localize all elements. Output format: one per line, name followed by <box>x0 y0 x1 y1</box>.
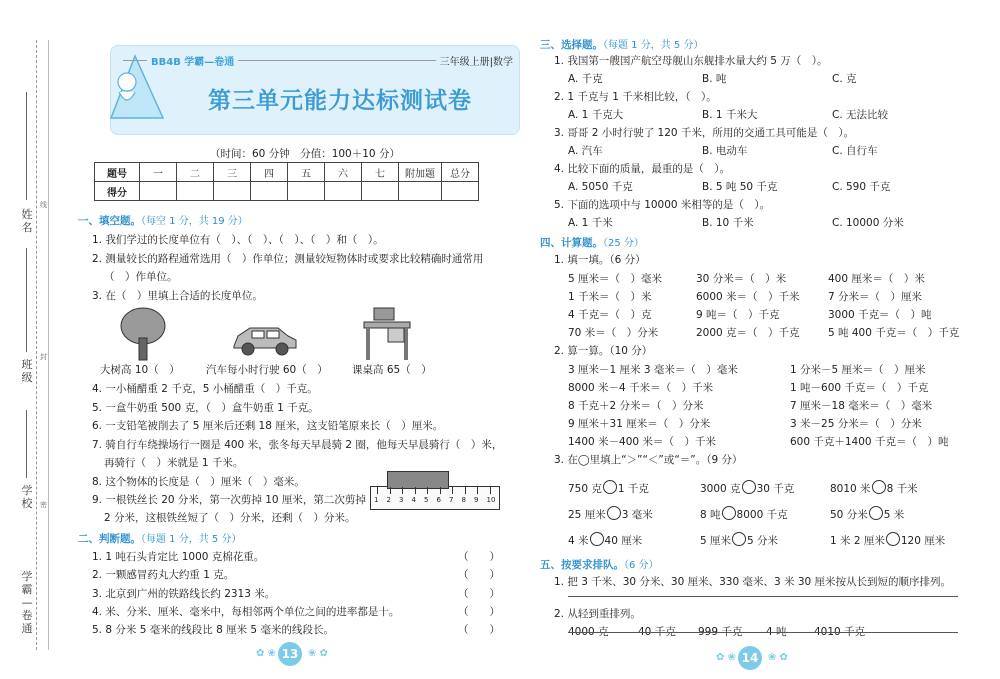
section2-points: （每题 1 分，共 5 分） <box>141 534 242 545</box>
cut-mark-seal: 封 <box>40 353 47 361</box>
section2-title: 二、判断题。 <box>78 533 141 545</box>
score-row-label: 得分 <box>95 182 140 201</box>
section1-title: 一、填空题。 <box>78 215 141 227</box>
s3-option[interactable]: C. 590 千克 <box>832 181 891 193</box>
section3-title: 三、选择题。 <box>540 39 603 51</box>
ruler-tick <box>415 487 416 494</box>
section3-heading <box>540 36 703 52</box>
ruler-tick <box>490 487 491 494</box>
score-header-cell: 总分 <box>442 163 479 182</box>
s1-q7b: 再骑行（ ）米就是 1 千米。 <box>104 457 244 469</box>
s4-part3-title: 3. 在◯里填上“＞”“＜”或“＝”。（9 分） <box>554 454 743 466</box>
compare-item <box>568 480 649 496</box>
score-cell[interactable] <box>399 182 442 201</box>
compare-item <box>568 532 642 548</box>
score-header-cell: 四 <box>251 163 288 182</box>
section5-heading <box>540 556 659 572</box>
s4-p2-cell: 600 千克＋1400 千克＝（ ）吨 <box>790 436 949 448</box>
tree-icon <box>118 306 168 362</box>
flower-deco-icon: ✿ ❀ <box>716 652 736 663</box>
score-table-score-row <box>95 182 479 201</box>
ruler-tick-label: 6 <box>436 496 441 504</box>
ruler-tick-label: 4 <box>411 496 416 504</box>
s2-item: 4. 米、分米、厘米、毫米中，每相邻两个单位之间的进率都是十。 <box>92 606 400 618</box>
s5-weight-item: 4010 千克 <box>814 626 866 638</box>
compare-circle[interactable] <box>603 480 617 494</box>
desk-icon <box>360 306 414 362</box>
score-header-cell: 七 <box>362 163 399 182</box>
flower-deco-icon: ❀ ✿ <box>768 652 788 663</box>
class-field-line <box>26 248 27 352</box>
header-banner <box>110 45 520 135</box>
section5-title: 五、按要求排队。 <box>540 559 624 571</box>
score-header-cell: 五 <box>288 163 325 182</box>
section1-heading <box>78 212 248 228</box>
s4-p2-cell: 1 分米－5 厘米＝（ ）厘米 <box>790 364 926 376</box>
s4-p1-cell: 1 千米＝（ ）米 <box>568 291 652 303</box>
s5-weight-item: 999 千克 <box>698 626 743 638</box>
s2-item: 5. 8 分米 5 毫米的线段比 8 厘米 5 毫米的线段长。 <box>92 624 334 636</box>
ruler-tick-label: 8 <box>461 496 466 504</box>
page-number-right: 14 <box>738 646 762 670</box>
ruler-tick-label: 10 <box>486 496 496 504</box>
compare-item <box>830 532 945 548</box>
compare-right: 8000 千克 <box>736 509 788 521</box>
class-label: 班级 <box>21 358 33 384</box>
compare-left: 750 克 <box>568 483 602 495</box>
img-label-tree: 大树高 10（ ） <box>100 364 180 376</box>
s4-p1-cell: 2000 克＝（ ）千克 <box>696 327 800 339</box>
s5-q2: 2. 从轻到重排列。 <box>554 608 641 620</box>
cut-mark-secret: 密 <box>40 501 47 509</box>
compare-circle[interactable] <box>742 480 756 494</box>
s3-option[interactable]: B. 10 千米 <box>702 217 754 229</box>
name-field-line <box>26 92 27 200</box>
ruler-tick <box>440 487 441 494</box>
s1-q6: 6. 一支铅笔被削去了 5 厘米后还剩 18 厘米，这支铅笔原来长（ ）厘米。 <box>92 420 444 432</box>
s4-p1-cell: 70 米＝（ ）分米 <box>568 327 659 339</box>
score-cell[interactable] <box>177 182 214 201</box>
ruler-tick <box>452 487 453 494</box>
page-number-left: 13 <box>278 642 302 666</box>
s4-part1-title: 1. 填一填。（6 分） <box>554 254 646 266</box>
s4-p1-cell: 5 厘米＝（ ）毫米 <box>568 273 663 285</box>
score-cell[interactable] <box>442 182 479 201</box>
s3-option[interactable]: A. 1 千米 <box>568 217 613 229</box>
s3-question: 1. 我国第一艘国产航空母舰山东舰排水量大约 5 万（ ）。 <box>554 55 828 67</box>
compare-left: 8010 米 <box>830 483 871 495</box>
compare-item <box>700 506 788 522</box>
header-top-bar <box>119 52 513 68</box>
ruler-tick-label: 3 <box>399 496 404 504</box>
s3-option[interactable]: A. 汽车 <box>568 145 603 157</box>
score-cell[interactable] <box>214 182 251 201</box>
ruler-tick-label: 1 <box>374 496 379 504</box>
car-icon <box>230 322 300 356</box>
compare-circle[interactable] <box>590 532 604 546</box>
answer-paren[interactable]: （ ） <box>458 588 500 600</box>
header-grade: 三年级上册|数学 <box>439 56 513 68</box>
s3-option[interactable]: B. 电动车 <box>702 145 748 157</box>
compare-left: 5 厘米 <box>700 535 732 547</box>
section2-heading <box>78 530 241 546</box>
s4-p1-cell: 30 分米＝（ ）米 <box>696 273 787 285</box>
s2-item: 2. 一颗感冒药丸大约重 1 克。 <box>92 569 235 581</box>
s3-option[interactable]: C. 自行车 <box>832 145 878 157</box>
compare-circle[interactable] <box>886 532 900 546</box>
s3-option[interactable]: A. 5050 千克 <box>568 181 633 193</box>
s4-part2-title: 2. 算一算。（10 分） <box>554 345 653 357</box>
binding-margin <box>0 0 58 679</box>
time-info: （时间：60 分钟 分值：100＋10 分） <box>210 148 400 160</box>
s4-p2-cell: 3 厘米－1 厘米 3 毫米＝（ ）毫米 <box>568 364 738 376</box>
compare-right: 40 厘米 <box>604 535 643 547</box>
compare-left: 8 吨 <box>700 509 721 521</box>
compare-left: 1 米 2 厘米 <box>830 535 885 547</box>
score-cell[interactable] <box>140 182 177 201</box>
s4-p1-cell: 400 厘米＝（ ）米 <box>828 273 925 285</box>
answer-paren[interactable]: （ ） <box>458 624 500 636</box>
compare-right: 8 千米 <box>886 483 918 495</box>
s3-question: 2. 1 千克与 1 千米相比较，（ ）。 <box>554 91 717 103</box>
s3-option[interactable]: A. 千克 <box>568 73 603 85</box>
s1-q5: 5. 一盒牛奶重 500 克，（ ）盒牛奶重 1 千克。 <box>92 402 319 414</box>
score-header-cell: 二 <box>177 163 214 182</box>
ruler-tick-label: 2 <box>386 496 391 504</box>
score-table-header-row <box>95 163 479 182</box>
ruler-figure <box>370 486 500 510</box>
ruler-tick-label: 7 <box>449 496 454 504</box>
s5-weight-item: 4000 克 <box>568 626 609 638</box>
section1-points: （每空 1 分，共 19 分） <box>141 216 248 227</box>
compare-circle[interactable] <box>732 532 746 546</box>
compare-item <box>830 506 904 522</box>
brand-label: 学霸—卷通 <box>21 570 33 635</box>
s4-p1-cell: 7 分米＝（ ）厘米 <box>828 291 923 303</box>
s3-question: 5. 下面的选项中与 10000 米相等的是（ ）。 <box>554 199 771 211</box>
school-field-line <box>26 410 27 478</box>
score-cell[interactable] <box>362 182 399 201</box>
right-page <box>520 0 990 679</box>
score-cell[interactable] <box>325 182 362 201</box>
score-cell[interactable] <box>251 182 288 201</box>
s4-p2-cell: 3 米－25 分米＝（ ）分米 <box>790 418 922 430</box>
s3-option[interactable]: B. 5 吨 50 千克 <box>702 181 778 193</box>
compare-circle[interactable] <box>872 480 886 494</box>
img-label-desk: 课桌高 65（ ） <box>352 364 432 376</box>
s3-question: 4. 比较下面的质量，最重的是（ ）。 <box>554 163 731 175</box>
binding-dashed-line <box>36 40 37 650</box>
compare-left: 3000 克 <box>700 483 741 495</box>
s3-option[interactable]: B. 1 千米大 <box>702 109 758 121</box>
s3-option[interactable]: A. 1 千克大 <box>568 109 624 121</box>
compare-right: 30 千克 <box>756 483 795 495</box>
s4-p1-cell: 5 吨 400 千克＝（ ）千克 <box>828 327 960 339</box>
name-label: 姓名 <box>21 208 33 234</box>
score-header-cell: 六 <box>325 163 362 182</box>
answer-paren[interactable]: （ ） <box>458 569 500 581</box>
compare-item <box>700 532 778 548</box>
s2-item: 3. 北京到广州的铁路线长约 2313 米。 <box>92 588 276 600</box>
ruler-tick <box>402 487 403 494</box>
compare-circle[interactable] <box>607 506 621 520</box>
header-dash-mid <box>238 60 435 61</box>
score-header-cell: 一 <box>140 163 177 182</box>
s1-q3: 3. 在（ ）里填上合适的长度单位。 <box>92 290 263 302</box>
s3-question: 3. 哥哥 2 小时行驶了 120 千米，所用的交通工具可能是（ ）。 <box>554 127 855 139</box>
cut-mark-line: 线 <box>40 201 47 209</box>
img-label-car: 汽车每小时行驶 60（ ） <box>206 364 328 376</box>
ruler-tick-label: 5 <box>424 496 429 504</box>
s3-option[interactable]: C. 克 <box>832 73 857 85</box>
school-label: 学校 <box>21 484 33 510</box>
left-page <box>70 0 513 679</box>
answer-line[interactable] <box>568 596 958 597</box>
section4-points: （25 分） <box>603 238 644 249</box>
s3-option[interactable]: B. 吨 <box>702 73 727 85</box>
s4-p1-cell: 6000 米＝（ ）千米 <box>696 291 800 303</box>
s4-p1-cell: 3000 千克＝（ ）吨 <box>828 309 932 321</box>
compare-left: 50 分米 <box>830 509 868 521</box>
s4-p2-cell: 8 千克＋2 分米＝（ ）分米 <box>568 400 704 412</box>
binding-solid-line <box>48 40 49 650</box>
score-cell[interactable] <box>288 182 325 201</box>
s1-q2b: （ ）作单位。 <box>104 271 178 283</box>
s1-q2a: 2. 测量较长的路程通常选用（ ）作单位；测量较短物体时或要求比较精确时通常用 <box>92 253 484 265</box>
compare-circle[interactable] <box>869 506 883 520</box>
s4-p2-cell: 1 吨－600 千克＝（ ）千克 <box>790 382 929 394</box>
compare-item <box>830 480 918 496</box>
section4-heading <box>540 234 644 250</box>
answer-paren[interactable]: （ ） <box>458 606 500 618</box>
ruler-tick <box>377 487 378 494</box>
s5-weight-item: 40 千克 <box>638 626 676 638</box>
compare-right: 5 分米 <box>747 535 779 547</box>
s4-p2-cell: 7 厘米－18 毫米＝（ ）毫米 <box>790 400 933 412</box>
s1-q8: 8. 这个物体的长度是（ ）厘米（ ）毫米。 <box>92 476 305 488</box>
exam-title: 第三单元能力达标测试卷 <box>208 88 472 114</box>
s1-q7a: 7. 骑自行车绕操场行一圈是 400 米，张冬每天早晨骑 2 圈，他每天早晨骑行（ ）米， <box>92 439 503 451</box>
ruler-tick-label: 9 <box>474 496 479 504</box>
score-table <box>94 162 479 201</box>
s2-item: 1. 1 吨石头肯定比 1000 克棉花重。 <box>92 551 265 563</box>
s3-option[interactable]: C. 10000 分米 <box>832 217 904 229</box>
s4-p1-cell: 9 吨＝（ ）千克 <box>696 309 780 321</box>
compare-circle[interactable] <box>722 506 736 520</box>
ruler-tick <box>465 487 466 494</box>
flower-deco-icon: ❀ ✿ <box>308 648 328 659</box>
ruler-tick <box>477 487 478 494</box>
ruler-tick <box>390 487 391 494</box>
s4-p2-cell: 9 厘米＋31 厘米＝（ ）分米 <box>568 418 711 430</box>
compare-right: 120 厘米 <box>900 535 946 547</box>
s1-q9a: 9. 一根铁丝长 20 分米，第一次剪掉 10 厘米，第二次剪掉 <box>92 494 366 506</box>
score-header-cell: 题号 <box>95 163 140 182</box>
s3-option[interactable]: C. 无法比较 <box>832 109 889 121</box>
score-header-cell: 附加题 <box>399 163 442 182</box>
answer-line[interactable] <box>568 632 958 633</box>
compare-right: 5 米 <box>883 509 905 521</box>
score-header-cell: 三 <box>214 163 251 182</box>
compare-item <box>568 506 653 522</box>
compare-right: 3 毫米 <box>621 509 653 521</box>
s5-q1: 1. 把 3 千米、30 分米、30 厘米、330 毫米、3 米 30 厘米按从长到短的顺序排列。 <box>554 576 952 588</box>
s4-p2-cell: 8000 米－4 千米＝（ ）千米 <box>568 382 714 394</box>
s5-weight-item: 4 吨 <box>766 626 787 638</box>
section5-points: （6 分） <box>624 560 659 571</box>
s1-q9b: 2 分米，这根铁丝短了（ ）分米，还剩（ ）分米。 <box>104 512 356 524</box>
compare-left: 4 米 <box>568 535 589 547</box>
ruler-tick <box>427 487 428 494</box>
s1-q4: 4. 一小桶醋重 2 千克，5 小桶醋重（ ）千克。 <box>92 383 318 395</box>
s4-p1-cell: 4 千克＝（ ）克 <box>568 309 652 321</box>
section4-title: 四、计算题。 <box>540 237 603 249</box>
compare-right: 1 千克 <box>617 483 649 495</box>
s1-q1: 1. 我们学过的长度单位有（ ）、（ ）、（ ）、（ ）和（ ）。 <box>92 234 384 246</box>
header-brand: BB4B 学霸—卷通 <box>151 56 235 68</box>
flower-deco-icon: ✿ ❀ <box>256 648 276 659</box>
header-dash-left <box>123 60 147 61</box>
section3-points: （每题 1 分，共 5 分） <box>603 40 704 51</box>
s4-p2-cell: 1400 米－400 米＝（ ）千米 <box>568 436 716 448</box>
compare-left: 25 厘米 <box>568 509 606 521</box>
compare-item <box>700 480 794 496</box>
answer-paren[interactable]: （ ） <box>458 551 500 563</box>
